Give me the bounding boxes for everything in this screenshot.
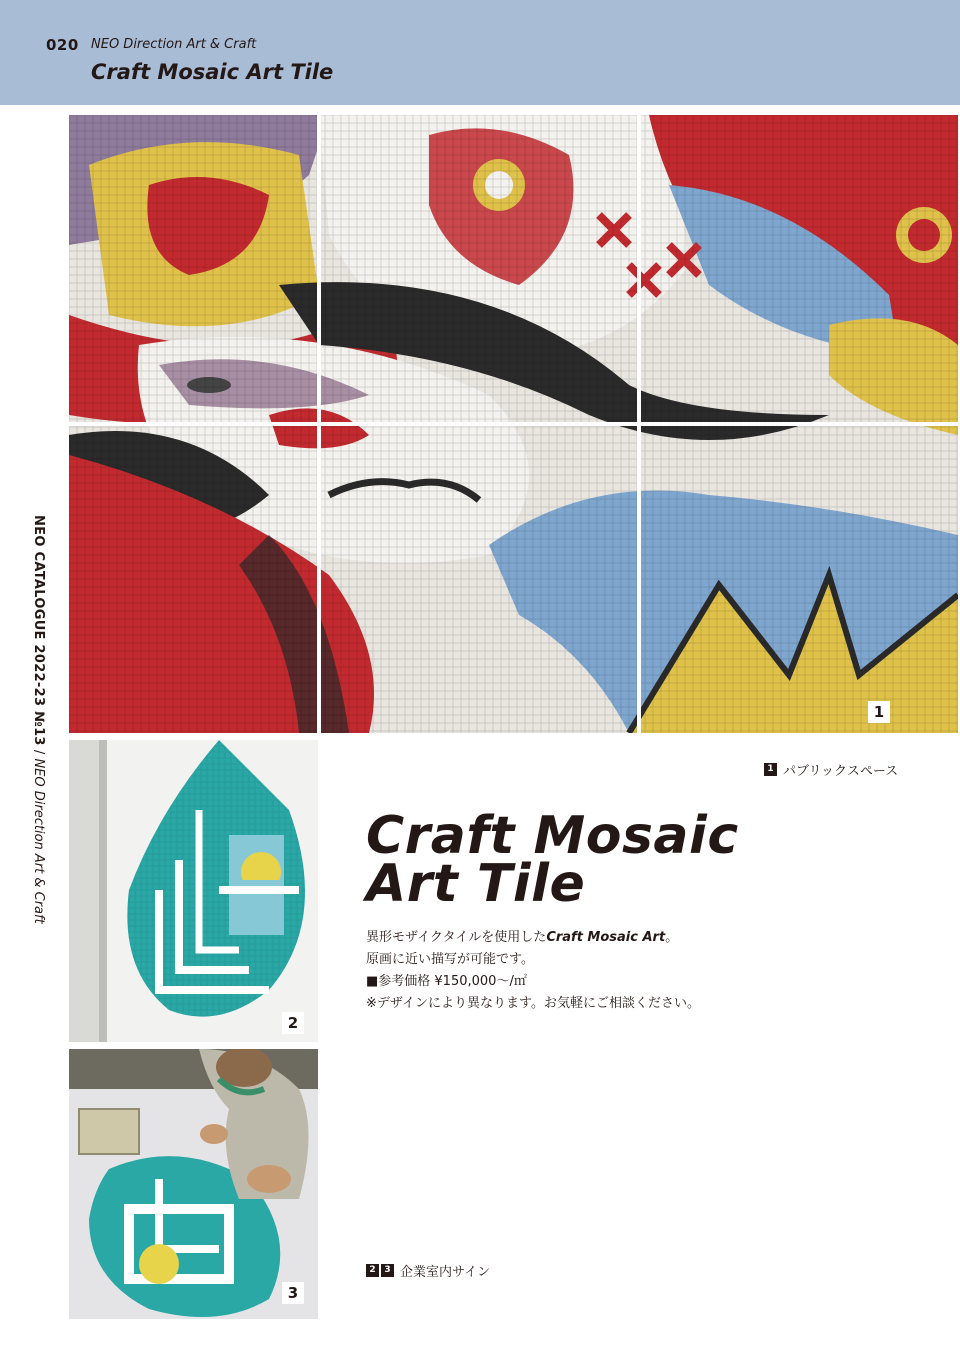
photo-kabuki-mosaic <box>69 115 958 733</box>
catalogue-label: NEO CATALOGUE 2022-23 №13 <box>31 515 46 746</box>
desc-line-2: 原画に近い描写が可能です。 <box>366 952 534 967</box>
teal-sign-illustration <box>69 740 318 1042</box>
main-title <box>366 806 886 914</box>
photo-3-number: 3 <box>282 1282 304 1304</box>
photo-interior-sign <box>69 740 318 1042</box>
desc-line-1 <box>366 927 700 949</box>
worker-illustration <box>69 1049 318 1319</box>
main-title-line1: Craft Mosaic <box>366 806 739 866</box>
photo-2-number: 2 <box>282 1012 304 1034</box>
caption-23-text: 企業室内サイン <box>400 1265 491 1280</box>
desc-line-1-end: 。 <box>665 930 679 945</box>
photo-1-number: 1 <box>868 701 890 723</box>
desc-price: ■参考価格 ¥150,000～/㎡ <box>366 974 527 989</box>
caption-public-space <box>764 760 898 779</box>
description <box>366 927 700 1015</box>
caption-1-text: パブリックスペース <box>783 764 899 779</box>
sidebar-vertical-label <box>31 515 46 924</box>
desc-note: ※デザインにより異なります。お気軽にご相談ください。 <box>366 996 700 1011</box>
caption-interior-sign <box>366 1261 490 1280</box>
sidebar-separator: / <box>31 749 46 755</box>
header-title: Craft Mosaic Art Tile <box>91 60 334 84</box>
series-label: NEO Direction Art & Craft <box>91 37 257 52</box>
caption-3-number: 3 <box>381 1264 394 1277</box>
page-number: 020 <box>46 36 79 54</box>
caption-1-number: 1 <box>764 763 777 776</box>
photo-worker-assembly <box>69 1049 318 1319</box>
kabuki-mosaic-illustration <box>69 115 958 733</box>
main-title-line2: Art Tile <box>366 854 586 914</box>
desc-line-1-product: Craft Mosaic Art <box>546 930 666 945</box>
page-header <box>0 0 960 105</box>
desc-line-1-a: 異形モザイクタイルを使用した <box>366 930 547 945</box>
sidebar-series: NEO Direction Art & Craft <box>31 758 46 924</box>
caption-2-number: 2 <box>366 1264 379 1277</box>
